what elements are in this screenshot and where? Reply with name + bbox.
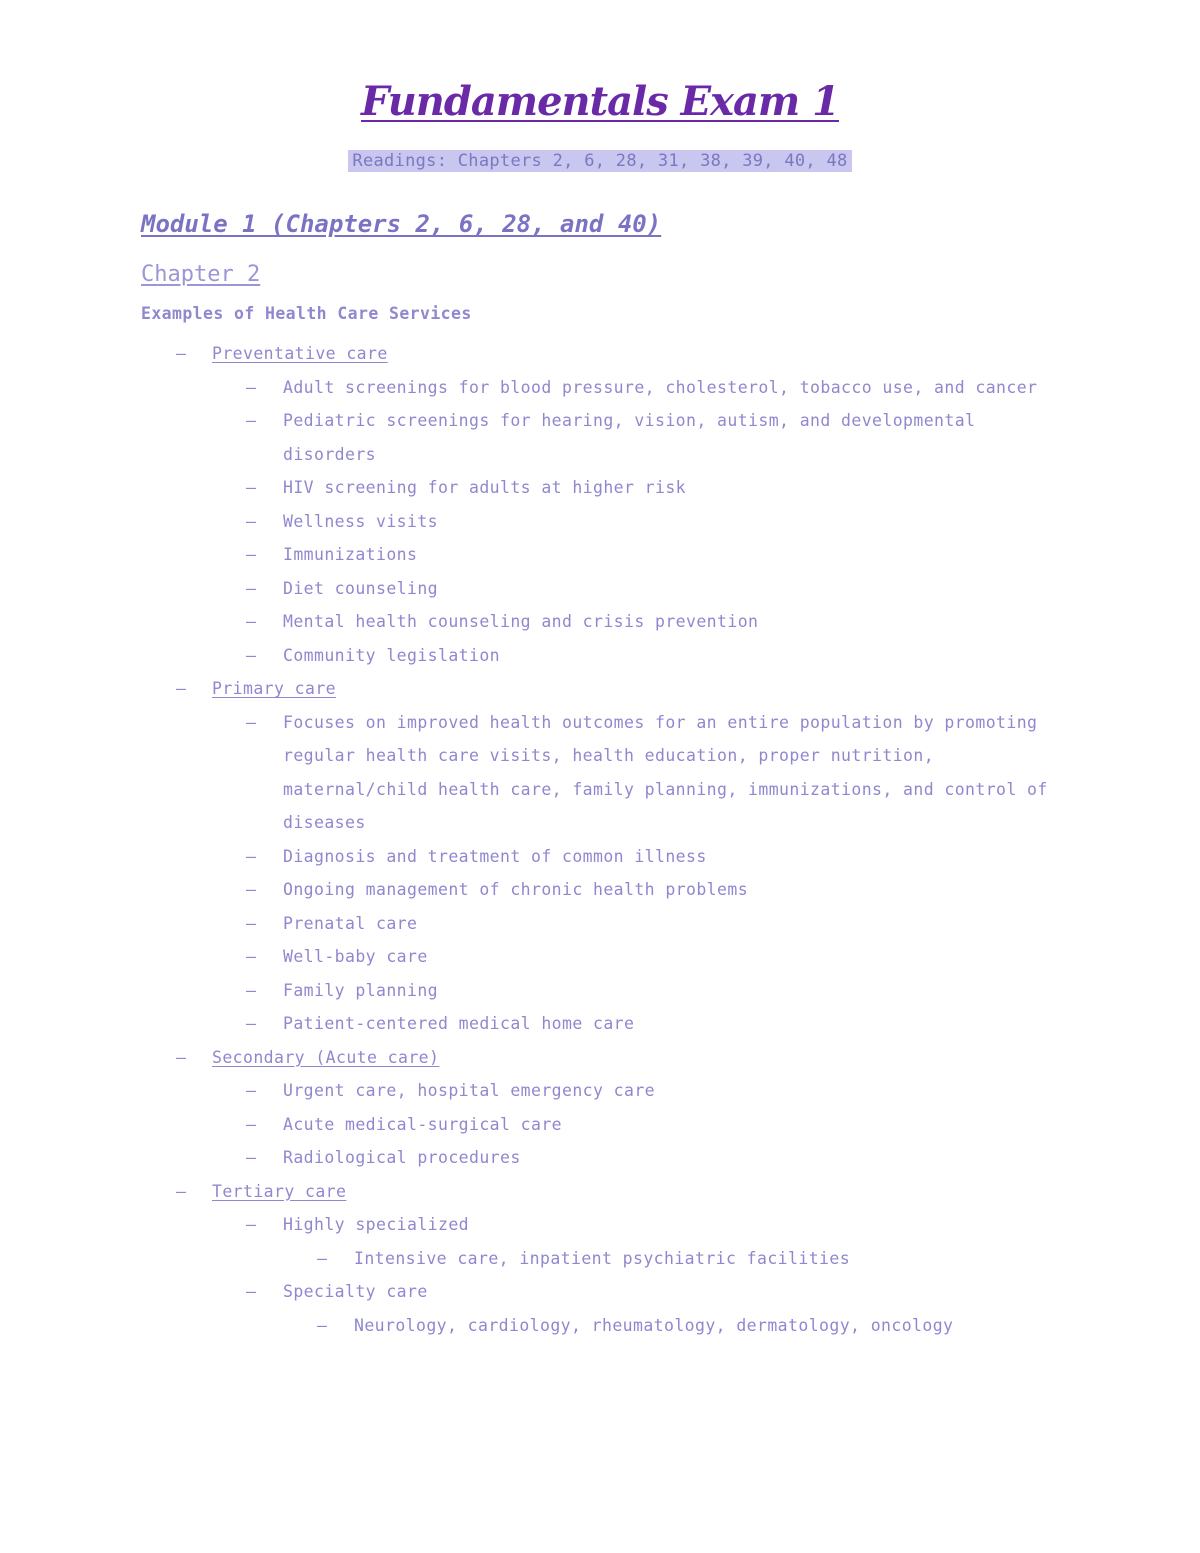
list-item-text: Mental health counseling and crisis prevention (283, 612, 759, 631)
list-item-text: Well-baby care (283, 947, 428, 966)
list-item-text: Ongoing management of chronic health problems (283, 880, 749, 899)
readings-line (0, 150, 1200, 172)
dash-bullet-icon: – (246, 511, 257, 531)
list-item-text: Immunizations (283, 545, 418, 564)
category-item (0, 672, 1200, 706)
list-item (0, 706, 1200, 840)
list-item (0, 471, 1200, 505)
dash-bullet-icon: – (246, 545, 257, 564)
dash-bullet-icon: – (246, 947, 257, 966)
category-label: Secondary (Acute care) (212, 1047, 440, 1067)
list-item (0, 404, 1200, 471)
dash-bullet-icon: – (176, 344, 187, 363)
dash-bullet-icon: – (176, 1047, 187, 1067)
list-item (0, 1141, 1200, 1175)
list-item-text: Pediatric screenings for hearing, vision, autism, and developmental disorders (283, 411, 976, 464)
list-item (0, 1007, 1200, 1041)
list-item (0, 505, 1200, 539)
list-item-text: Neurology, cardiology, rheumatology, dermatology, oncology (354, 1315, 954, 1335)
dash-bullet-icon: – (246, 578, 257, 598)
dash-bullet-icon: – (246, 1081, 257, 1100)
dash-bullet-icon: – (246, 1014, 257, 1033)
list-item (0, 538, 1200, 572)
list-item (0, 1242, 1200, 1276)
list-item (0, 371, 1200, 405)
dash-bullet-icon: – (246, 1282, 257, 1301)
list-item-text: Family planning (283, 980, 439, 1000)
list-item-text: Prenatal care (283, 913, 418, 933)
dash-bullet-icon: – (246, 1148, 257, 1167)
dash-bullet-icon: – (246, 846, 257, 866)
chapter-heading: Chapter 2 (141, 262, 261, 287)
dash-bullet-icon: – (246, 377, 257, 397)
dash-bullet-icon: – (246, 612, 257, 631)
dash-bullet-icon: – (176, 1181, 187, 1201)
list-item (0, 605, 1200, 639)
list-item (0, 1208, 1200, 1242)
category-item (0, 1041, 1200, 1075)
list-item-text: Specialty care (283, 1282, 428, 1301)
section-heading: Examples of Health Care Services (141, 304, 472, 323)
services-outline (0, 337, 1200, 1342)
list-item-text: Wellness visits (283, 511, 439, 531)
list-item (0, 1108, 1200, 1142)
category-label: Primary care (212, 679, 337, 698)
dash-bullet-icon: – (246, 712, 257, 732)
list-item (0, 572, 1200, 606)
category-item (0, 1175, 1200, 1209)
list-item-text: Radiological procedures (283, 1148, 521, 1167)
list-item-text: Diagnosis and treatment of common illness (283, 846, 707, 866)
dash-bullet-icon: – (246, 880, 257, 899)
list-item (0, 639, 1200, 673)
module-heading: Module 1 (Chapters 2, 6, 28, and 40) (141, 210, 662, 238)
dash-bullet-icon: – (246, 645, 257, 665)
list-item-text: Community legislation (283, 645, 501, 665)
category-label: Tertiary care (212, 1181, 347, 1201)
dash-bullet-icon: – (317, 1315, 328, 1335)
list-item (0, 840, 1200, 874)
list-item-text: Patient-centered medical home care (283, 1014, 635, 1033)
category-item (0, 337, 1200, 371)
list-item (0, 873, 1200, 907)
list-item-text: Urgent care, hospital emergency care (283, 1081, 656, 1100)
list-item-text: Intensive care, inpatient psychiatric facilities (354, 1248, 851, 1268)
list-item-text: Adult screenings for blood pressure, cholesterol, tobacco use, and cancer (283, 377, 1038, 397)
list-item-text: Focuses on improved health outcomes for an entire population by promoting regular health care visits, health education, proper nutrition, maternal/child health care, family planning, immunizations, and control of diseases (283, 712, 1048, 832)
dash-bullet-icon: – (246, 478, 257, 497)
list-item-text: Diet counseling (283, 578, 439, 598)
dash-bullet-icon: – (246, 1114, 257, 1134)
list-item (0, 940, 1200, 974)
category-label: Preventative care (212, 344, 388, 363)
list-item (0, 1309, 1200, 1343)
list-item (0, 1074, 1200, 1108)
list-item-text: Highly specialized (283, 1215, 470, 1234)
document-title: Fundamentals Exam 1 (361, 78, 839, 125)
list-item (0, 974, 1200, 1008)
readings-highlight: Readings: Chapters 2, 6, 28, 31, 38, 39, 40, 48 (348, 150, 851, 172)
list-item (0, 907, 1200, 941)
dash-bullet-icon: – (246, 1215, 257, 1234)
dash-bullet-icon: – (246, 411, 257, 430)
list-item-text: Acute medical-surgical care (283, 1114, 563, 1134)
list-item (0, 1275, 1200, 1309)
dash-bullet-icon: – (246, 980, 257, 1000)
dash-bullet-icon: – (317, 1248, 328, 1268)
dash-bullet-icon: – (246, 913, 257, 933)
list-item-text: HIV screening for adults at higher risk (283, 478, 687, 497)
dash-bullet-icon: – (176, 679, 187, 698)
